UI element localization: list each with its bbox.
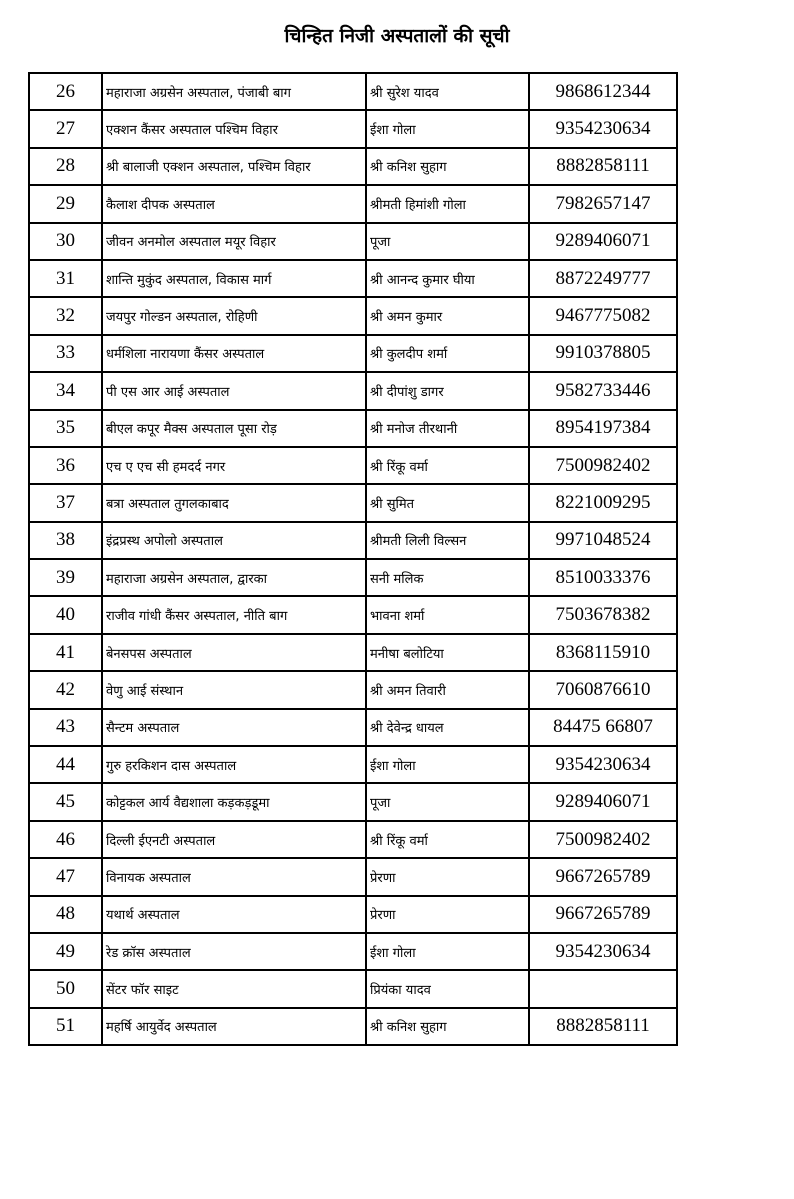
- phone-number-cell: 9971048524: [529, 522, 677, 559]
- serial-number-cell: 43: [29, 709, 102, 746]
- table-row: [29, 746, 677, 783]
- phone-number-cell: 7503678382: [529, 596, 677, 633]
- table-row: [29, 335, 677, 372]
- serial-number-cell: 40: [29, 596, 102, 633]
- serial-number-cell: 39: [29, 559, 102, 596]
- contact-person-cell: पूजा: [366, 223, 529, 260]
- serial-number-cell: 26: [29, 73, 102, 110]
- phone-number-cell: 7500982402: [529, 447, 677, 484]
- table-row: [29, 1008, 677, 1045]
- phone-number-cell: 9467775082: [529, 297, 677, 334]
- contact-person-cell: श्री सुमित: [366, 484, 529, 521]
- phone-number-cell: 9868612344: [529, 73, 677, 110]
- contact-person-cell: मनीषा बलोटिया: [366, 634, 529, 671]
- hospital-name-cell: रेड क्रॉस अस्पताल: [102, 933, 366, 970]
- contact-person-cell: प्रेरणा: [366, 858, 529, 895]
- serial-number-cell: 33: [29, 335, 102, 372]
- serial-number-cell: 44: [29, 746, 102, 783]
- table-row: [29, 185, 677, 222]
- contact-person-cell: ईशा गोला: [366, 110, 529, 147]
- phone-number-cell: 8368115910: [529, 634, 677, 671]
- phone-number-cell: 9289406071: [529, 223, 677, 260]
- serial-number-cell: 50: [29, 970, 102, 1007]
- phone-number-cell: 8954197384: [529, 410, 677, 447]
- contact-person-cell: प्रियंका यादव: [366, 970, 529, 1007]
- phone-number-cell: 84475 66807: [529, 709, 677, 746]
- hospital-name-cell: धर्मशिला नारायणा कैंसर अस्पताल: [102, 335, 366, 372]
- contact-person-cell: श्री दीपांशु डागर: [366, 372, 529, 409]
- table-row: [29, 821, 677, 858]
- table-row: [29, 73, 677, 110]
- contact-person-cell: प्रेरणा: [366, 896, 529, 933]
- table-row: [29, 522, 677, 559]
- serial-number-cell: 47: [29, 858, 102, 895]
- hospital-name-cell: महर्षि आयुर्वेद अस्पताल: [102, 1008, 366, 1045]
- hospital-name-cell: दिल्ली ईएनटी अस्पताल: [102, 821, 366, 858]
- contact-person-cell: श्रीमती लिली विल्सन: [366, 522, 529, 559]
- phone-number-cell: 9667265789: [529, 896, 677, 933]
- hospital-name-cell: विनायक अस्पताल: [102, 858, 366, 895]
- serial-number-cell: 45: [29, 783, 102, 820]
- table-row: [29, 970, 677, 1007]
- hospital-name-cell: महाराजा अग्रसेन अस्पताल, पंजाबी बाग: [102, 73, 366, 110]
- phone-number-cell: 9289406071: [529, 783, 677, 820]
- serial-number-cell: 30: [29, 223, 102, 260]
- table-row: [29, 858, 677, 895]
- phone-number-cell: 7060876610: [529, 671, 677, 708]
- table-row: [29, 148, 677, 185]
- table-row: [29, 372, 677, 409]
- table-row: [29, 260, 677, 297]
- contact-person-cell: श्री देवेन्द्र धायल: [366, 709, 529, 746]
- table-row: [29, 484, 677, 521]
- hospital-name-cell: गुरु हरकिशन दास अस्पताल: [102, 746, 366, 783]
- contact-person-cell: श्री रिंकू वर्मा: [366, 821, 529, 858]
- contact-person-cell: भावना शर्मा: [366, 596, 529, 633]
- hospital-name-cell: राजीव गांधी कैंसर अस्पताल, नीति बाग: [102, 596, 366, 633]
- phone-number-cell: 8882858111: [529, 1008, 677, 1045]
- contact-person-cell: श्री सुरेश यादव: [366, 73, 529, 110]
- contact-person-cell: श्रीमती हिमांशी गोला: [366, 185, 529, 222]
- contact-person-cell: ईशा गोला: [366, 746, 529, 783]
- table-row: [29, 783, 677, 820]
- hospital-name-cell: यथार्थ अस्पताल: [102, 896, 366, 933]
- hospital-name-cell: बीएल कपूर मैक्स अस्पताल पूसा रोड़: [102, 410, 366, 447]
- serial-number-cell: 46: [29, 821, 102, 858]
- contact-person-cell: श्री कनिश सुहाग: [366, 148, 529, 185]
- serial-number-cell: 38: [29, 522, 102, 559]
- contact-person-cell: श्री अमन कुमार: [366, 297, 529, 334]
- contact-person-cell: श्री रिंकू वर्मा: [366, 447, 529, 484]
- serial-number-cell: 28: [29, 148, 102, 185]
- contact-person-cell: ईशा गोला: [366, 933, 529, 970]
- table-row: [29, 634, 677, 671]
- serial-number-cell: 36: [29, 447, 102, 484]
- page-title: चिन्हित निजी अस्पतालों की सूची: [284, 25, 510, 47]
- hospital-name-cell: इंद्रप्रस्थ अपोलो अस्पताल: [102, 522, 366, 559]
- serial-number-cell: 41: [29, 634, 102, 671]
- table-row: [29, 933, 677, 970]
- hospital-name-cell: सेंटर फॉर साइट: [102, 970, 366, 1007]
- phone-number-cell: 8221009295: [529, 484, 677, 521]
- contact-person-cell: सनी मलिक: [366, 559, 529, 596]
- table-row: [29, 297, 677, 334]
- phone-number-cell: 8882858111: [529, 148, 677, 185]
- serial-number-cell: 51: [29, 1008, 102, 1045]
- table-row: [29, 596, 677, 633]
- serial-number-cell: 48: [29, 896, 102, 933]
- hospital-name-cell: वेणु आई संस्थान: [102, 671, 366, 708]
- serial-number-cell: 49: [29, 933, 102, 970]
- contact-person-cell: श्री अमन तिवारी: [366, 671, 529, 708]
- phone-number-cell: 8872249777: [529, 260, 677, 297]
- phone-number-cell: 8510033376: [529, 559, 677, 596]
- table-row: [29, 559, 677, 596]
- hospital-name-cell: कोट्टकल आर्य वैद्यशाला कड़कड़डूमा: [102, 783, 366, 820]
- table-row: [29, 709, 677, 746]
- phone-number-cell: 7982657147: [529, 185, 677, 222]
- phone-number-cell: 9354230634: [529, 746, 677, 783]
- serial-number-cell: 34: [29, 372, 102, 409]
- hospital-name-cell: एच ए एच सी हमदर्द नगर: [102, 447, 366, 484]
- hospital-name-cell: जयपुर गोल्डन अस्पताल, रोहिणी: [102, 297, 366, 334]
- phone-number-cell: [529, 970, 677, 1007]
- hospital-name-cell: महाराजा अग्रसेन अस्पताल, द्वारका: [102, 559, 366, 596]
- phone-number-cell: 9582733446: [529, 372, 677, 409]
- hospital-name-cell: कैलाश दीपक अस्पताल: [102, 185, 366, 222]
- table-body: [29, 73, 677, 1045]
- table-row: [29, 110, 677, 147]
- serial-number-cell: 32: [29, 297, 102, 334]
- contact-person-cell: पूजा: [366, 783, 529, 820]
- hospital-name-cell: पी एस आर आई अस्पताल: [102, 372, 366, 409]
- hospital-name-cell: सैन्टम अस्पताल: [102, 709, 366, 746]
- hospital-name-cell: बत्रा अस्पताल तुगलकाबाद: [102, 484, 366, 521]
- hospital-name-cell: श्री बालाजी एक्शन अस्पताल, पश्चिम विहार: [102, 148, 366, 185]
- contact-person-cell: श्री आनन्द कुमार घीया: [366, 260, 529, 297]
- table-row: [29, 447, 677, 484]
- contact-person-cell: श्री कनिश सुहाग: [366, 1008, 529, 1045]
- serial-number-cell: 42: [29, 671, 102, 708]
- phone-number-cell: 9910378805: [529, 335, 677, 372]
- phone-number-cell: 9667265789: [529, 858, 677, 895]
- phone-number-cell: 9354230634: [529, 933, 677, 970]
- phone-number-cell: 7500982402: [529, 821, 677, 858]
- hospital-name-cell: शान्ति मुकुंद अस्पताल, विकास मार्ग: [102, 260, 366, 297]
- serial-number-cell: 37: [29, 484, 102, 521]
- serial-number-cell: 29: [29, 185, 102, 222]
- table-row: [29, 223, 677, 260]
- serial-number-cell: 35: [29, 410, 102, 447]
- hospital-table: [28, 72, 678, 1046]
- contact-person-cell: श्री कुलदीप शर्मा: [366, 335, 529, 372]
- hospital-name-cell: बेनसपस अस्पताल: [102, 634, 366, 671]
- table-row: [29, 896, 677, 933]
- serial-number-cell: 31: [29, 260, 102, 297]
- contact-person-cell: श्री मनोज तीरथानी: [366, 410, 529, 447]
- table-row: [29, 410, 677, 447]
- serial-number-cell: 27: [29, 110, 102, 147]
- table-row: [29, 671, 677, 708]
- hospital-name-cell: जीवन अनमोल अस्पताल मयूर विहार: [102, 223, 366, 260]
- hospital-name-cell: एक्शन कैंसर अस्पताल पश्चिम विहार: [102, 110, 366, 147]
- phone-number-cell: 9354230634: [529, 110, 677, 147]
